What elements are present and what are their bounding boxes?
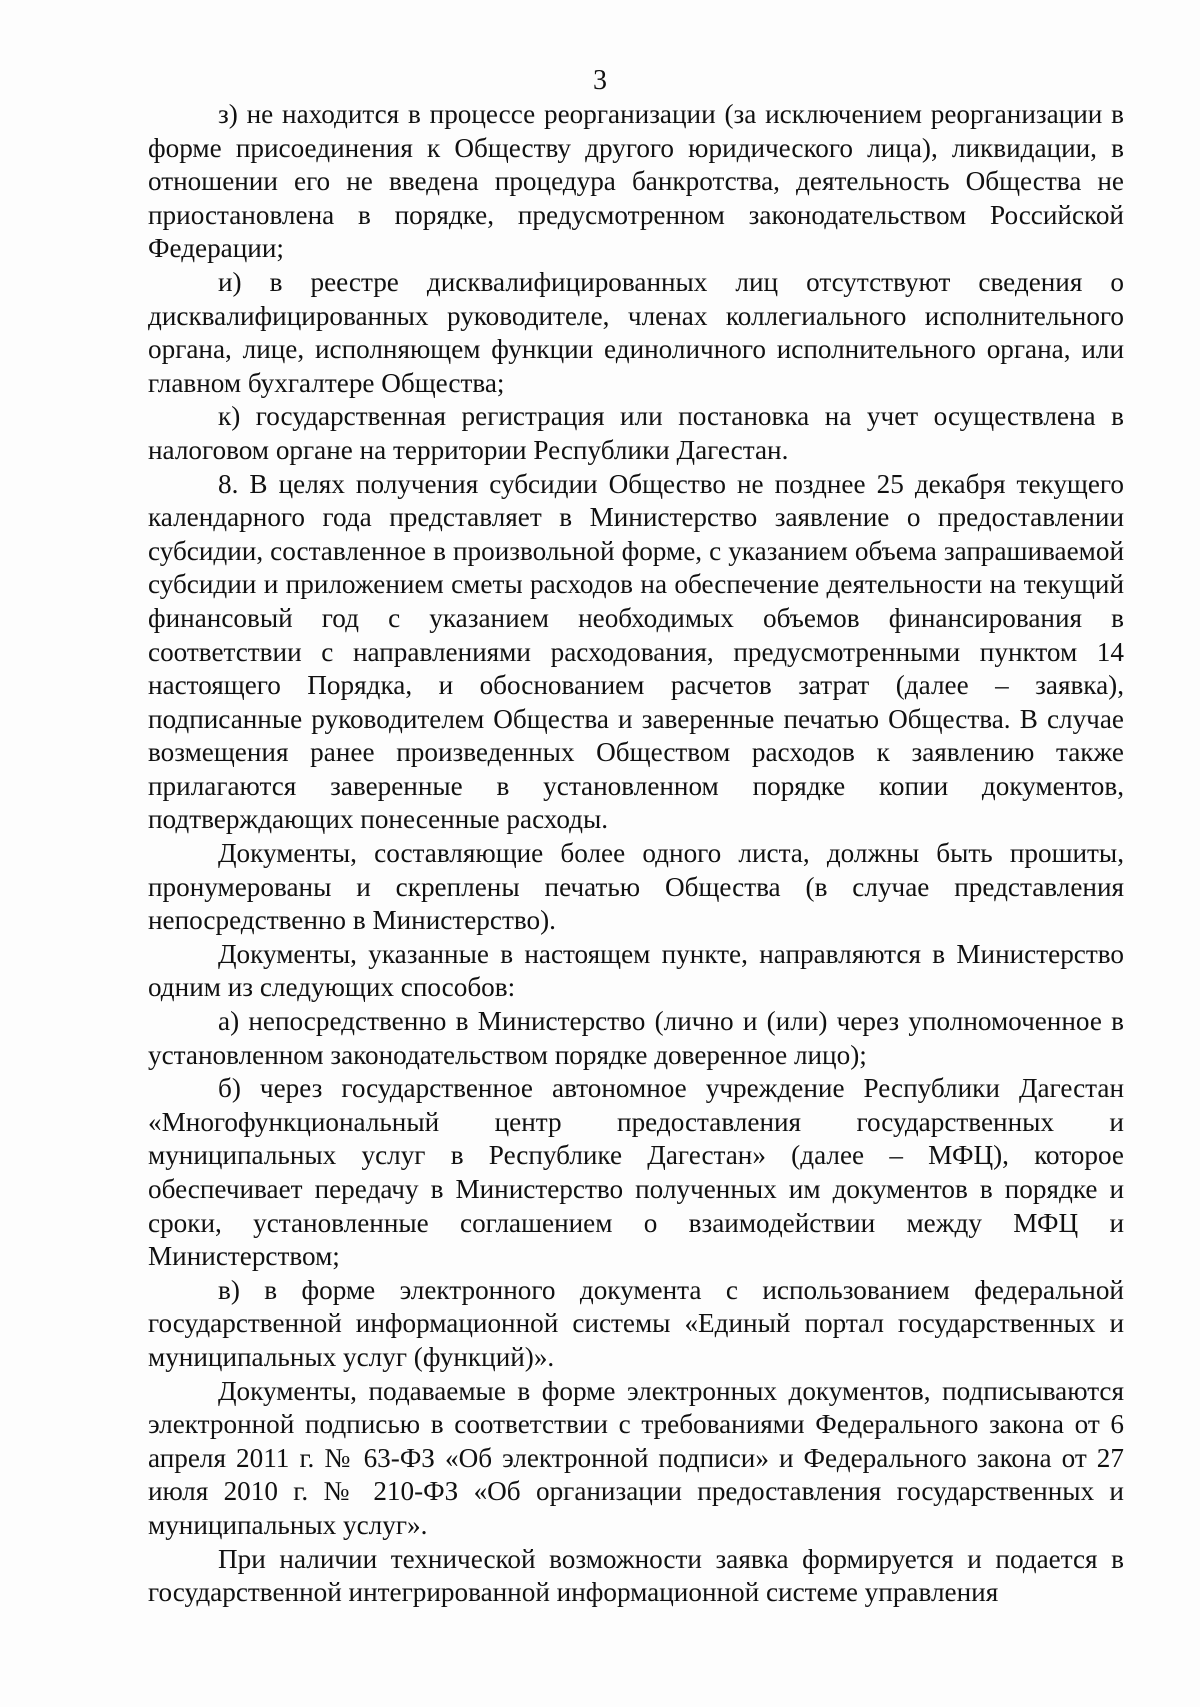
paragraph-z: з) не находится в процессе реорганизации (за исключением реорганизации в форме присоединения к Обществу другого юридического лица), ликвидации, в отношении его не введена процедура банкротства, деятельность Общества не приостановлена в порядке, предусмотренном законодательством Российской Федерации; <box>148 99 1124 264</box>
paragraph-technical-possibility: При наличии технической возможности заявка формируется и подается в государственной интегрированной информационной системе управления <box>148 1543 1124 1608</box>
paragraph-k: к) государственная регистрация или постановка на учет осуществлена в налоговом органе на территории Республики Дагестан. <box>148 401 1124 465</box>
paragraph-electronic-signature: Документы, подаваемые в форме электронных документов, подписываются электронной подписью в соответствии с требованиями Федерального закона от 6 апреля 2011 г. № 63-ФЗ «Об электронной подписи» и Федерального закона от 27 июля 2010 г. № 210-ФЗ «Об организации предоставления государственных и муниципальных услуг». <box>148 1375 1124 1540</box>
paragraph-item-8: 8. В целях получения субсидии Общество не позднее 25 декабря текущего календарного года представляет в Министерство заявление о предоставлении субсидии, составленное в произвольной форме, с указанием объема запрашиваемой субсидии и приложением сметы расходов на обеспечение деятельности на текущий финансовый год с указанием необходимых объемов финансирования в соответствии с направлениями расходования, предусмотренными пунктом 14 настоящего Порядка, и обоснованием расчетов затрат (далее – заявка), подписанные руководителем Общества и заверенные печатью Общества. В случае возмещения ранее произведенных Обществом расходов к заявлению также прилагаются заверенные в установленном порядке копии документов, подтверждающих понесенные расходы. <box>148 468 1124 835</box>
paragraph-documents-binding: Документы, составляющие более одного листа, должны быть прошиты, пронумерованы и скреплены печатью Общества (в случае представления непосредственно в Министерство). <box>148 838 1124 936</box>
paragraph-documents-submission: Документы, указанные в настоящем пункте, направляются в Министерство одним из следующих способов: <box>148 938 1124 1003</box>
paragraph-a: а) непосредственно в Министерство (лично и (или) через уполномоченное в установленном законодательством порядке доверенное лицо); <box>148 1006 1124 1070</box>
document-body <box>148 98 1124 1610</box>
paragraph-b: б) через государственное автономное учреждение Республики Дагестан «Многофункциональный центр предоставления государственных и муниципальных услуг в Республике Дагестан» (далее – МФЦ), которое обеспечивает передачу в Министерство полученных им документов в порядке и сроки, установленные соглашением о взаимодействии между МФЦ и Министерством; <box>148 1073 1124 1272</box>
page-number: 3 <box>593 65 607 96</box>
paragraph-i: и) в реестре дисквалифицированных лиц отсутствуют сведения о дисквалифицированных руководителе, членах коллегиального исполнительного органа, лице, исполняющем функции единоличного исполнительного органа, или главном бухгалтере Общества; <box>148 266 1124 398</box>
paragraph-v: в) в форме электронного документа с использованием федеральной государственной информационной системы «Единый портал государственных и муниципальных услуг (функций)». <box>148 1274 1124 1372</box>
